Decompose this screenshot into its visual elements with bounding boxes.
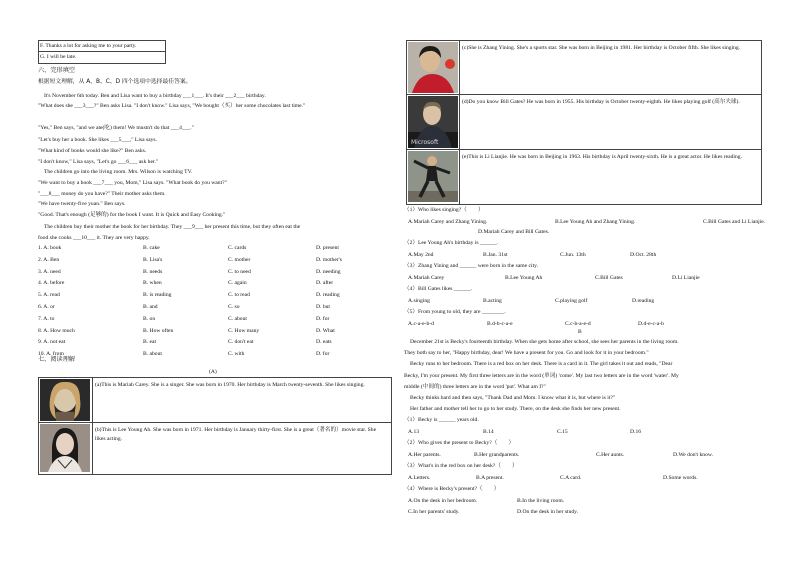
answer-option: C.A card. xyxy=(560,475,582,481)
answer-option: B.d-b-c-a-e xyxy=(487,321,513,327)
svg-text:Microsoft: Microsoft xyxy=(411,139,439,146)
cloze-option: C. about xyxy=(228,315,247,322)
cloze-option: D. for xyxy=(316,351,330,358)
question: （2）Lee Young Ah's birthday is ______. xyxy=(404,240,499,246)
cloze-option: B. eat xyxy=(143,339,157,346)
passage-line: "Let's buy her a book. She likes ___5___," Lisa says. xyxy=(38,137,157,143)
answer-option: B.Her grandparents. xyxy=(474,452,520,458)
answer-option: D.We don't know. xyxy=(673,452,713,458)
answer-option: D.reading xyxy=(632,298,655,304)
cloze-option: 1. A. book xyxy=(38,245,62,251)
table-left-divider xyxy=(92,377,93,474)
passage-line: "We have twenty-five yuan." Ben says. xyxy=(38,201,126,207)
cloze-option: D. needing xyxy=(316,268,341,275)
section6-title: 六、完形填空 xyxy=(38,67,76,74)
cloze-option: B. and xyxy=(143,304,158,310)
question: （1）Who likes singing?（ ） xyxy=(404,207,484,213)
cloze-option: D. eats xyxy=(316,339,332,346)
passage-line: They both say to her, "Happy birthday, dear! We have a present for you. Go and look for it in your bedroom." xyxy=(404,350,649,357)
answer-option: C.Jun. 13th xyxy=(560,252,586,258)
li-lianjie-photo xyxy=(408,151,458,202)
passage-line: "___8___ money do you have?" Their mother asks them. xyxy=(38,191,166,197)
passage-line: "Yes," Ben says, "and we ate(吃) them! We mustn't do that ___4___." xyxy=(38,125,194,131)
cloze-option: C. again xyxy=(228,280,247,287)
question: （3）Zhang Yining and ______ were born in the same city. xyxy=(404,263,538,269)
cloze-option: B. when xyxy=(143,280,162,287)
cloze-option: 2. A. Ben xyxy=(38,256,60,263)
question: （2）Who gives the present to Becky?（ ） xyxy=(404,440,515,446)
answer-option: A.13 xyxy=(408,429,420,435)
answer-option: B.acting xyxy=(483,298,502,304)
person-b-text: (b)This is Lee Young Ah. She was born in 1971. Her birthday is January thirty-first. She is a great（著名的）movie star. She likes acting. xyxy=(95,427,377,442)
answer-option: A.On the desk in her bedroom. xyxy=(408,498,478,504)
answer-option: A.singing xyxy=(408,298,430,304)
cloze-option: 9. A. not eat xyxy=(38,339,66,346)
answer-option: B.Lee Young Ah xyxy=(505,275,543,281)
cloze-option: 5. A. read xyxy=(38,292,60,299)
cloze-option: C. so xyxy=(228,304,240,310)
cloze-option: D. but xyxy=(316,304,330,310)
cloze-option: D. What xyxy=(316,327,335,334)
answer-option: D.d-e-c-a-b xyxy=(638,321,664,327)
answer-option: A.Her parents. xyxy=(408,452,441,458)
cloze-option: B. cake xyxy=(143,245,160,251)
answer-option: B.A present. xyxy=(476,475,504,481)
cloze-option: D. after xyxy=(316,280,334,287)
answer-option: D.Li Lianjie xyxy=(672,275,700,281)
lee-young-ah-photo xyxy=(40,424,90,472)
answer-option: C.Bill Gates and Li Lianjie. xyxy=(703,219,766,225)
cloze-option: C. cards xyxy=(228,245,247,251)
answer-option: A.c-a-e-b-d xyxy=(408,321,434,327)
answer-option: B.Lee Young Ah and Zhang Yining. xyxy=(555,219,636,225)
cloze-option: D. for xyxy=(316,315,330,322)
passage-line: Becky, I'm your present. My first three letters are in the word (单词) 'come'. My last two letters are in the word 'water'. My xyxy=(404,372,679,379)
part-a-label: (A) xyxy=(209,369,217,375)
cloze-option: D. mother's xyxy=(316,256,342,263)
passage-line: "Good. That's enough (足够的) for the book I want. It is Quick and Easy Cooking." xyxy=(38,212,226,218)
answer-option: A.Letters. xyxy=(408,475,431,481)
question: （3）What's in the red box on her desk?（ ） xyxy=(404,463,518,469)
answer-option: A.Mariah Carey and Zhang Yining. xyxy=(408,219,488,225)
cloze-option: D. present xyxy=(316,245,339,251)
question: （5）From young to old, they are ________. xyxy=(404,309,506,315)
table-left-row-divider xyxy=(38,422,391,423)
cloze-option: 4. A. before xyxy=(38,280,65,287)
answer-option: C.In her parents' study. xyxy=(408,509,460,515)
cloze-option: B. on xyxy=(143,315,156,322)
person-c-text: (c)She is Zhang Yining. She's a sports star. She was born in Beijing in 1981. Her birthday is October fifth. She likes singing. xyxy=(462,45,741,51)
answer-option: A.May 2nd xyxy=(408,252,434,258)
cloze-option: B. needs xyxy=(143,268,163,275)
answer-option: D.Some words. xyxy=(663,475,698,481)
passage-line: The children go into the living room. Mrs. Wilson is watching TV. xyxy=(44,169,193,175)
passage-line: It's November 6th today. Ben and Lisa want to buy a birthday ___1___. It's their ___2___ birthday. xyxy=(44,93,266,99)
answer-option: D.16 xyxy=(630,429,642,435)
passage-line: December 21st is Becky's fourteenth birthday. When she gets home after school, she sees her parents in the living room. xyxy=(410,339,679,345)
person-a-text: (a)This is Mariah Carey. She is a singer. She was born in 1970. Her birthday is March twenty-seventh. She likes singing. xyxy=(95,382,365,388)
mariah-carey-photo xyxy=(40,379,90,421)
section6-instruction: 根据短文理解，从 A、B、C、D 四个选项中选择最佳答案。 xyxy=(38,79,192,85)
cloze-option: C. to need xyxy=(228,268,251,275)
passage-line: middle (中间的) three letters are in the word 'put'. What am I?" xyxy=(404,383,546,390)
table-right-row1 xyxy=(406,94,761,95)
answer-option: C.playing golf xyxy=(555,298,588,304)
answer-options-divider xyxy=(38,51,165,52)
cloze-option: C. don't eat xyxy=(228,339,254,346)
answer-option: D.Oct. 28th xyxy=(630,252,657,258)
passage-line: food she cooks ___10___ it. They are very happy. xyxy=(38,235,150,241)
cloze-option: C. mother xyxy=(228,256,251,263)
cloze-option: 3. A. need xyxy=(38,268,61,275)
cloze-option: 8. A. How much xyxy=(38,327,75,334)
answer-option: D.On the desk in her study. xyxy=(517,509,579,515)
answer-option: C.Bill Gates xyxy=(595,275,623,281)
cloze-option: D. reading xyxy=(316,292,340,299)
cloze-option: B. Lisa's xyxy=(143,256,163,263)
question: （1）Becky is ______ years old. xyxy=(404,417,479,423)
person-d-text: (d)Do you know Bill Gates? He was born in 1955. His birthday is October twenty-eighth. He likes playing golf (高尔夫球). xyxy=(462,99,740,105)
table-right-row2 xyxy=(406,149,761,150)
answer-option: B.14 xyxy=(483,429,494,435)
passage-line: Becky runs to her bedroom. There is a red box on her desk. There is a card in it. The girl takes it out and reads, "Dear xyxy=(410,361,673,368)
cloze-option: C. with xyxy=(228,351,245,358)
cloze-option: B. is reading xyxy=(143,292,172,299)
passage-line: "I don't know," Lisa says, "Let's go ___6___ ask her." xyxy=(38,159,159,165)
cloze-option: C. How many xyxy=(228,327,260,334)
cloze-option: 10. A. from xyxy=(38,351,64,358)
question: （4）Bill Gates likes ______. xyxy=(404,286,473,292)
answer-option: C.15 xyxy=(557,429,568,435)
answer-option: B.Jan. 31st xyxy=(483,252,508,258)
part-b-label: B xyxy=(578,329,582,335)
option-g: G. I will be late. xyxy=(40,54,77,60)
zhang-yining-photo xyxy=(408,42,458,93)
answer-option: C.c-b-a-e-d xyxy=(565,321,591,327)
answer-option: B.In the living room. xyxy=(517,498,565,504)
table-right-divider xyxy=(459,40,460,204)
person-e-text: (e)This is Li Lianjie. He was born in Beijing in 1963. His birthday is April twenty-sixth. He is a great actor. He likes reading. xyxy=(462,154,742,160)
passage-line: "What kind of books would she like?" Ben asks. xyxy=(38,148,147,154)
section7-title: 七、阅读理解 xyxy=(38,356,76,363)
answer-option: C.Her aunts. xyxy=(596,452,625,458)
cloze-option: B. How often xyxy=(143,327,174,334)
cloze-option: C. to read xyxy=(228,292,250,299)
answer-option: A.Mariah Carey xyxy=(408,275,445,281)
question: （4）Where is Becky's present?（ ） xyxy=(404,486,500,492)
passage-line: "What does she ___3___?" Ben asks Lisa. "I don't know." Lisa says, "We bought（买）her some chocolates last time." xyxy=(38,103,306,109)
cloze-option: 7. A. to xyxy=(38,315,55,322)
option-f: F. Thanks a lot for asking me to your party. xyxy=(40,43,137,49)
cloze-option: B. about xyxy=(143,351,162,358)
bill-gates-photo xyxy=(408,96,458,148)
passage-line: Becky thinks hard and then says, "Thank Dad and Mom. I know what it is, but where is it?" xyxy=(410,395,616,401)
passage-line: "We want to buy a book ___7___ you, Mom," Lisa says. "What book do you want?" xyxy=(38,180,227,186)
passage-line: Her father and mother tell her to go to her study. There, on the desk she finds her new present. xyxy=(410,406,621,413)
passage-line: The children buy their mother the book for her birthday. They ___9___ her present this time, but they often eat the xyxy=(44,224,301,230)
answer-option: D.Mariah Carey and Bill Gates. xyxy=(478,229,550,235)
cloze-option: 6. A. or xyxy=(38,304,55,310)
